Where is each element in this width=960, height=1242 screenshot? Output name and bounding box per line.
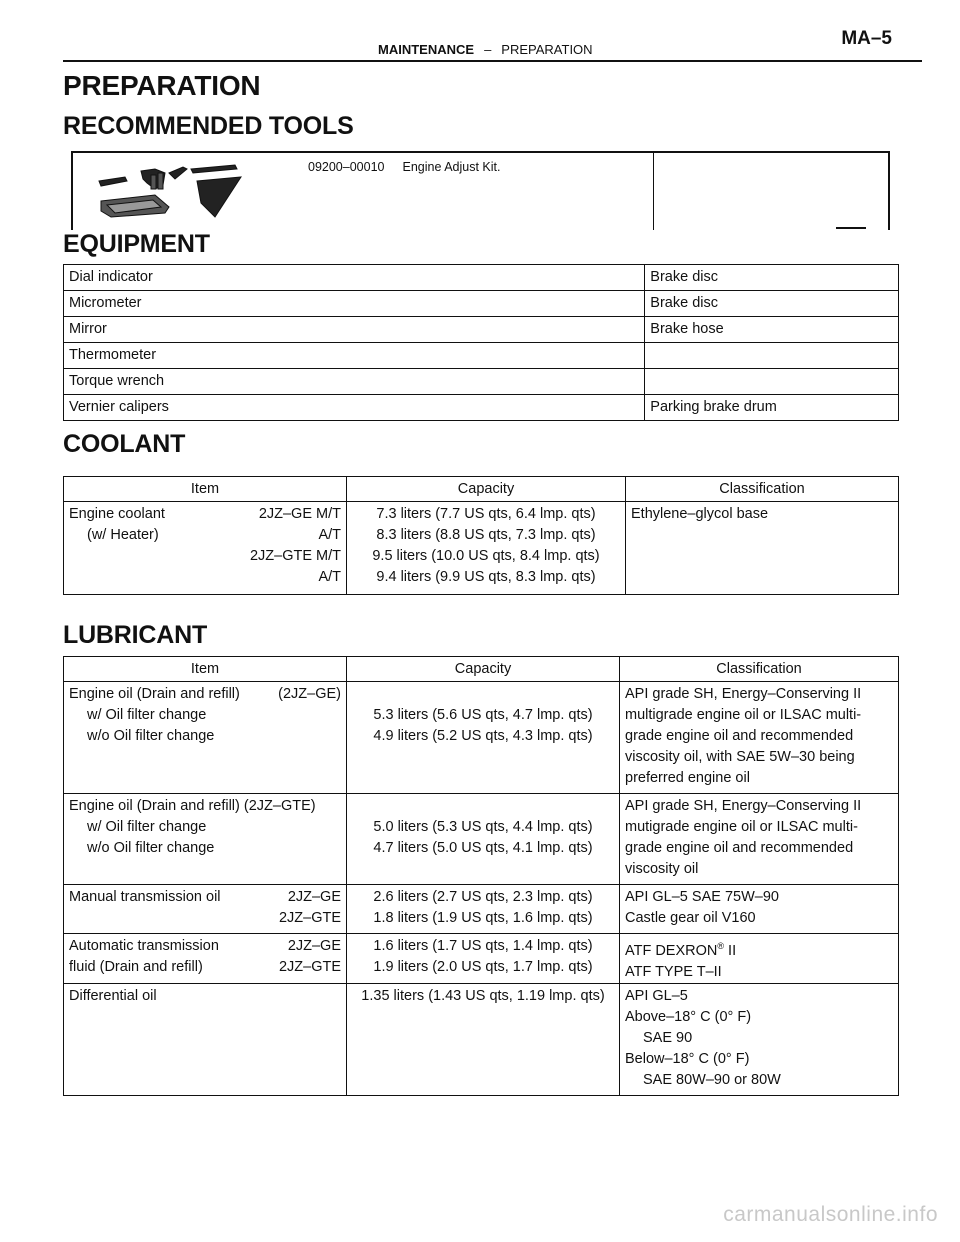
tools-box-bottom-edge — [836, 227, 866, 229]
watermark: carmanualsonline.info — [723, 1203, 938, 1226]
lubricant-capacity-cell — [347, 983, 620, 1095]
capacity-value: 9.4 liters (9.9 US qts, 8.3 lmp. qts) — [376, 569, 596, 585]
tool-entry — [308, 160, 500, 174]
capacity-value: 1.6 liters (1.7 US qts, 1.4 lmp. qts) — [373, 938, 593, 954]
classification-line: ATF TYPE T–II — [625, 963, 722, 980]
table-row — [64, 343, 899, 369]
lubricant-classification-cell — [620, 794, 899, 885]
coolant-item-cell — [64, 502, 347, 595]
coolant-item-sub: (w/ Heater) — [87, 527, 159, 543]
classification-line: API grade SH, Energy–Conserving II — [625, 686, 862, 702]
item-engine: 2JZ–GTE — [278, 959, 341, 975]
equipment-use — [645, 369, 899, 395]
equipment-name: Vernier calipers — [64, 395, 645, 421]
header-section: MAINTENANCE — [378, 42, 475, 57]
classification-line: Above–18° C (0° F) — [625, 1008, 752, 1025]
item-label: Engine oil (Drain and refill) — [69, 686, 240, 702]
lubricant-table — [63, 656, 899, 1096]
column-header-item: Item — [64, 657, 347, 682]
capacity-value: 2.6 liters (2.7 US qts, 2.3 lmp. qts) — [373, 889, 593, 905]
column-header-capacity: Capacity — [347, 477, 626, 502]
tool-part-number: 09200–00010 — [308, 160, 385, 174]
table-row — [64, 934, 899, 984]
classification-line: Below–18° C (0° F) — [625, 1050, 750, 1067]
item-engine: 2JZ–GE — [287, 938, 341, 954]
coolant-classification-cell — [626, 502, 899, 595]
page-header — [63, 28, 922, 62]
capacity-value: 1.8 liters (1.9 US qts, 1.6 lmp. qts) — [373, 910, 593, 926]
coolant-variant: 2JZ–GE M/T — [258, 506, 341, 522]
equipment-use: Brake disc — [645, 265, 899, 291]
recommended-tools-box — [71, 151, 890, 230]
capacity-value: 1.35 liters (1.43 US qts, 1.19 lmp. qts) — [361, 987, 605, 1004]
recommended-tools-heading: RECOMMENDED TOOLS — [63, 112, 354, 140]
column-header-item: Item — [64, 477, 347, 502]
classification-line: API GL–5 SAE 75W–90 — [625, 889, 779, 905]
equipment-use: Parking brake drum — [645, 395, 899, 421]
lubricant-classification-cell — [620, 934, 899, 984]
item-engine: 2JZ–GTE — [278, 910, 341, 926]
lubricant-item-cell — [64, 934, 347, 984]
table-row — [64, 502, 899, 595]
equipment-name: Thermometer — [64, 343, 645, 369]
capacity-value: 5.3 liters (5.6 US qts, 4.7 lmp. qts) — [373, 707, 593, 723]
item-label: Automatic transmission — [69, 938, 219, 954]
item-engine: (2JZ–GE) — [278, 686, 341, 702]
header-breadcrumb — [378, 42, 593, 57]
column-header-classification: Classification — [626, 477, 899, 502]
item-engine: 2JZ–GE — [287, 889, 341, 905]
capacity-value: 4.7 liters (5.0 US qts, 4.1 lmp. qts) — [373, 840, 593, 856]
table-row — [64, 395, 899, 421]
classification-line: API GL–5 — [625, 987, 688, 1004]
coolant-heading: COOLANT — [63, 430, 186, 458]
header-subsection: PREPARATION — [501, 42, 593, 57]
item-label: w/ Oil filter change — [87, 819, 207, 835]
lubricant-classification-cell — [620, 682, 899, 794]
table-header-row — [64, 477, 899, 502]
item-label: Engine oil (Drain and refill) (2JZ–GTE) — [69, 798, 316, 814]
table-row — [64, 265, 899, 291]
item-label: fluid (Drain and refill) — [69, 959, 203, 975]
classification-line: API grade SH, Energy–Conserving II — [625, 798, 862, 814]
lubricant-classification-cell — [620, 983, 899, 1095]
classification-line: viscosity oil, with SAE 5W–30 being — [625, 749, 855, 765]
classification-value: Ethylene–glycol base — [631, 506, 769, 522]
column-header-classification: Classification — [620, 657, 899, 682]
classification-line: SAE 90 — [643, 1029, 693, 1046]
column-header-capacity: Capacity — [347, 657, 620, 682]
classification-line: viscosity oil — [625, 861, 699, 877]
coolant-capacity-cell — [347, 502, 626, 595]
lubricant-item-cell — [64, 794, 347, 885]
item-label: w/ Oil filter change — [87, 707, 207, 723]
equipment-use: Brake disc — [645, 291, 899, 317]
coolant-variant: A/T — [318, 527, 341, 543]
capacity-value: 4.9 liters (5.2 US qts, 4.3 lmp. qts) — [373, 728, 593, 744]
capacity-value: 9.5 liters (10.0 US qts, 8.4 lmp. qts) — [372, 548, 600, 564]
classification-line: mutigrade engine oil or ILSAC multi- — [625, 819, 858, 835]
classification-line: ATF DEXRON® II — [625, 941, 737, 959]
equipment-use: Brake hose — [645, 317, 899, 343]
equipment-heading: EQUIPMENT — [63, 230, 210, 258]
item-label: w/o Oil filter change — [87, 840, 215, 856]
table-row — [64, 682, 899, 794]
item-label: w/o Oil filter change — [87, 728, 215, 744]
equipment-table — [63, 264, 899, 421]
lubricant-capacity-cell — [347, 934, 620, 984]
capacity-value: 1.9 liters (2.0 US qts, 1.7 lmp. qts) — [373, 959, 593, 975]
lubricant-capacity-cell — [347, 682, 620, 794]
lubricant-capacity-cell — [347, 794, 620, 885]
classification-line: SAE 80W–90 or 80W — [643, 1071, 781, 1088]
classification-line: Castle gear oil V160 — [625, 910, 756, 926]
table-row — [64, 885, 899, 934]
equipment-name: Mirror — [64, 317, 645, 343]
lubricant-classification-cell — [620, 885, 899, 934]
coolant-variant: 2JZ–GTE M/T — [249, 548, 341, 564]
equipment-name: Torque wrench — [64, 369, 645, 395]
equipment-use — [645, 343, 899, 369]
classification-line: grade engine oil and recommended — [625, 840, 854, 856]
table-row — [64, 317, 899, 343]
item-label: Differential oil — [69, 987, 157, 1004]
table-row — [64, 794, 899, 885]
page-title: PREPARATION — [63, 70, 261, 101]
lubricant-item-cell — [64, 885, 347, 934]
classification-line: preferred engine oil — [625, 770, 750, 786]
classification-line: grade engine oil and recommended — [625, 728, 854, 744]
tools-box-divider — [653, 153, 654, 230]
lubricant-heading: LUBRICANT — [63, 621, 208, 649]
classification-line: multigrade engine oil or ILSAC multi- — [625, 707, 862, 723]
tool-part-name: Engine Adjust Kit. — [402, 160, 501, 174]
capacity-value: 7.3 liters (7.7 US qts, 6.4 lmp. qts) — [376, 506, 596, 522]
coolant-variant: A/T — [318, 569, 341, 585]
capacity-value: 5.0 liters (5.3 US qts, 4.4 lmp. qts) — [373, 819, 593, 835]
lubricant-item-cell — [64, 682, 347, 794]
lubricant-capacity-cell — [347, 885, 620, 934]
coolant-table — [63, 476, 899, 595]
table-row — [64, 369, 899, 395]
table-row — [64, 983, 899, 1095]
table-row — [64, 291, 899, 317]
engine-adjust-kit-illustration-icon — [95, 159, 245, 221]
header-dash: – — [484, 42, 492, 57]
page-number: MA–5 — [841, 28, 892, 49]
coolant-item-name: Engine coolant — [69, 506, 165, 522]
equipment-name: Micrometer — [64, 291, 645, 317]
capacity-value: 8.3 liters (8.8 US qts, 7.3 lmp. qts) — [376, 527, 596, 543]
lubricant-item-cell — [64, 983, 347, 1095]
item-label: Manual transmission oil — [69, 889, 221, 905]
table-header-row — [64, 657, 899, 682]
equipment-name: Dial indicator — [64, 265, 645, 291]
